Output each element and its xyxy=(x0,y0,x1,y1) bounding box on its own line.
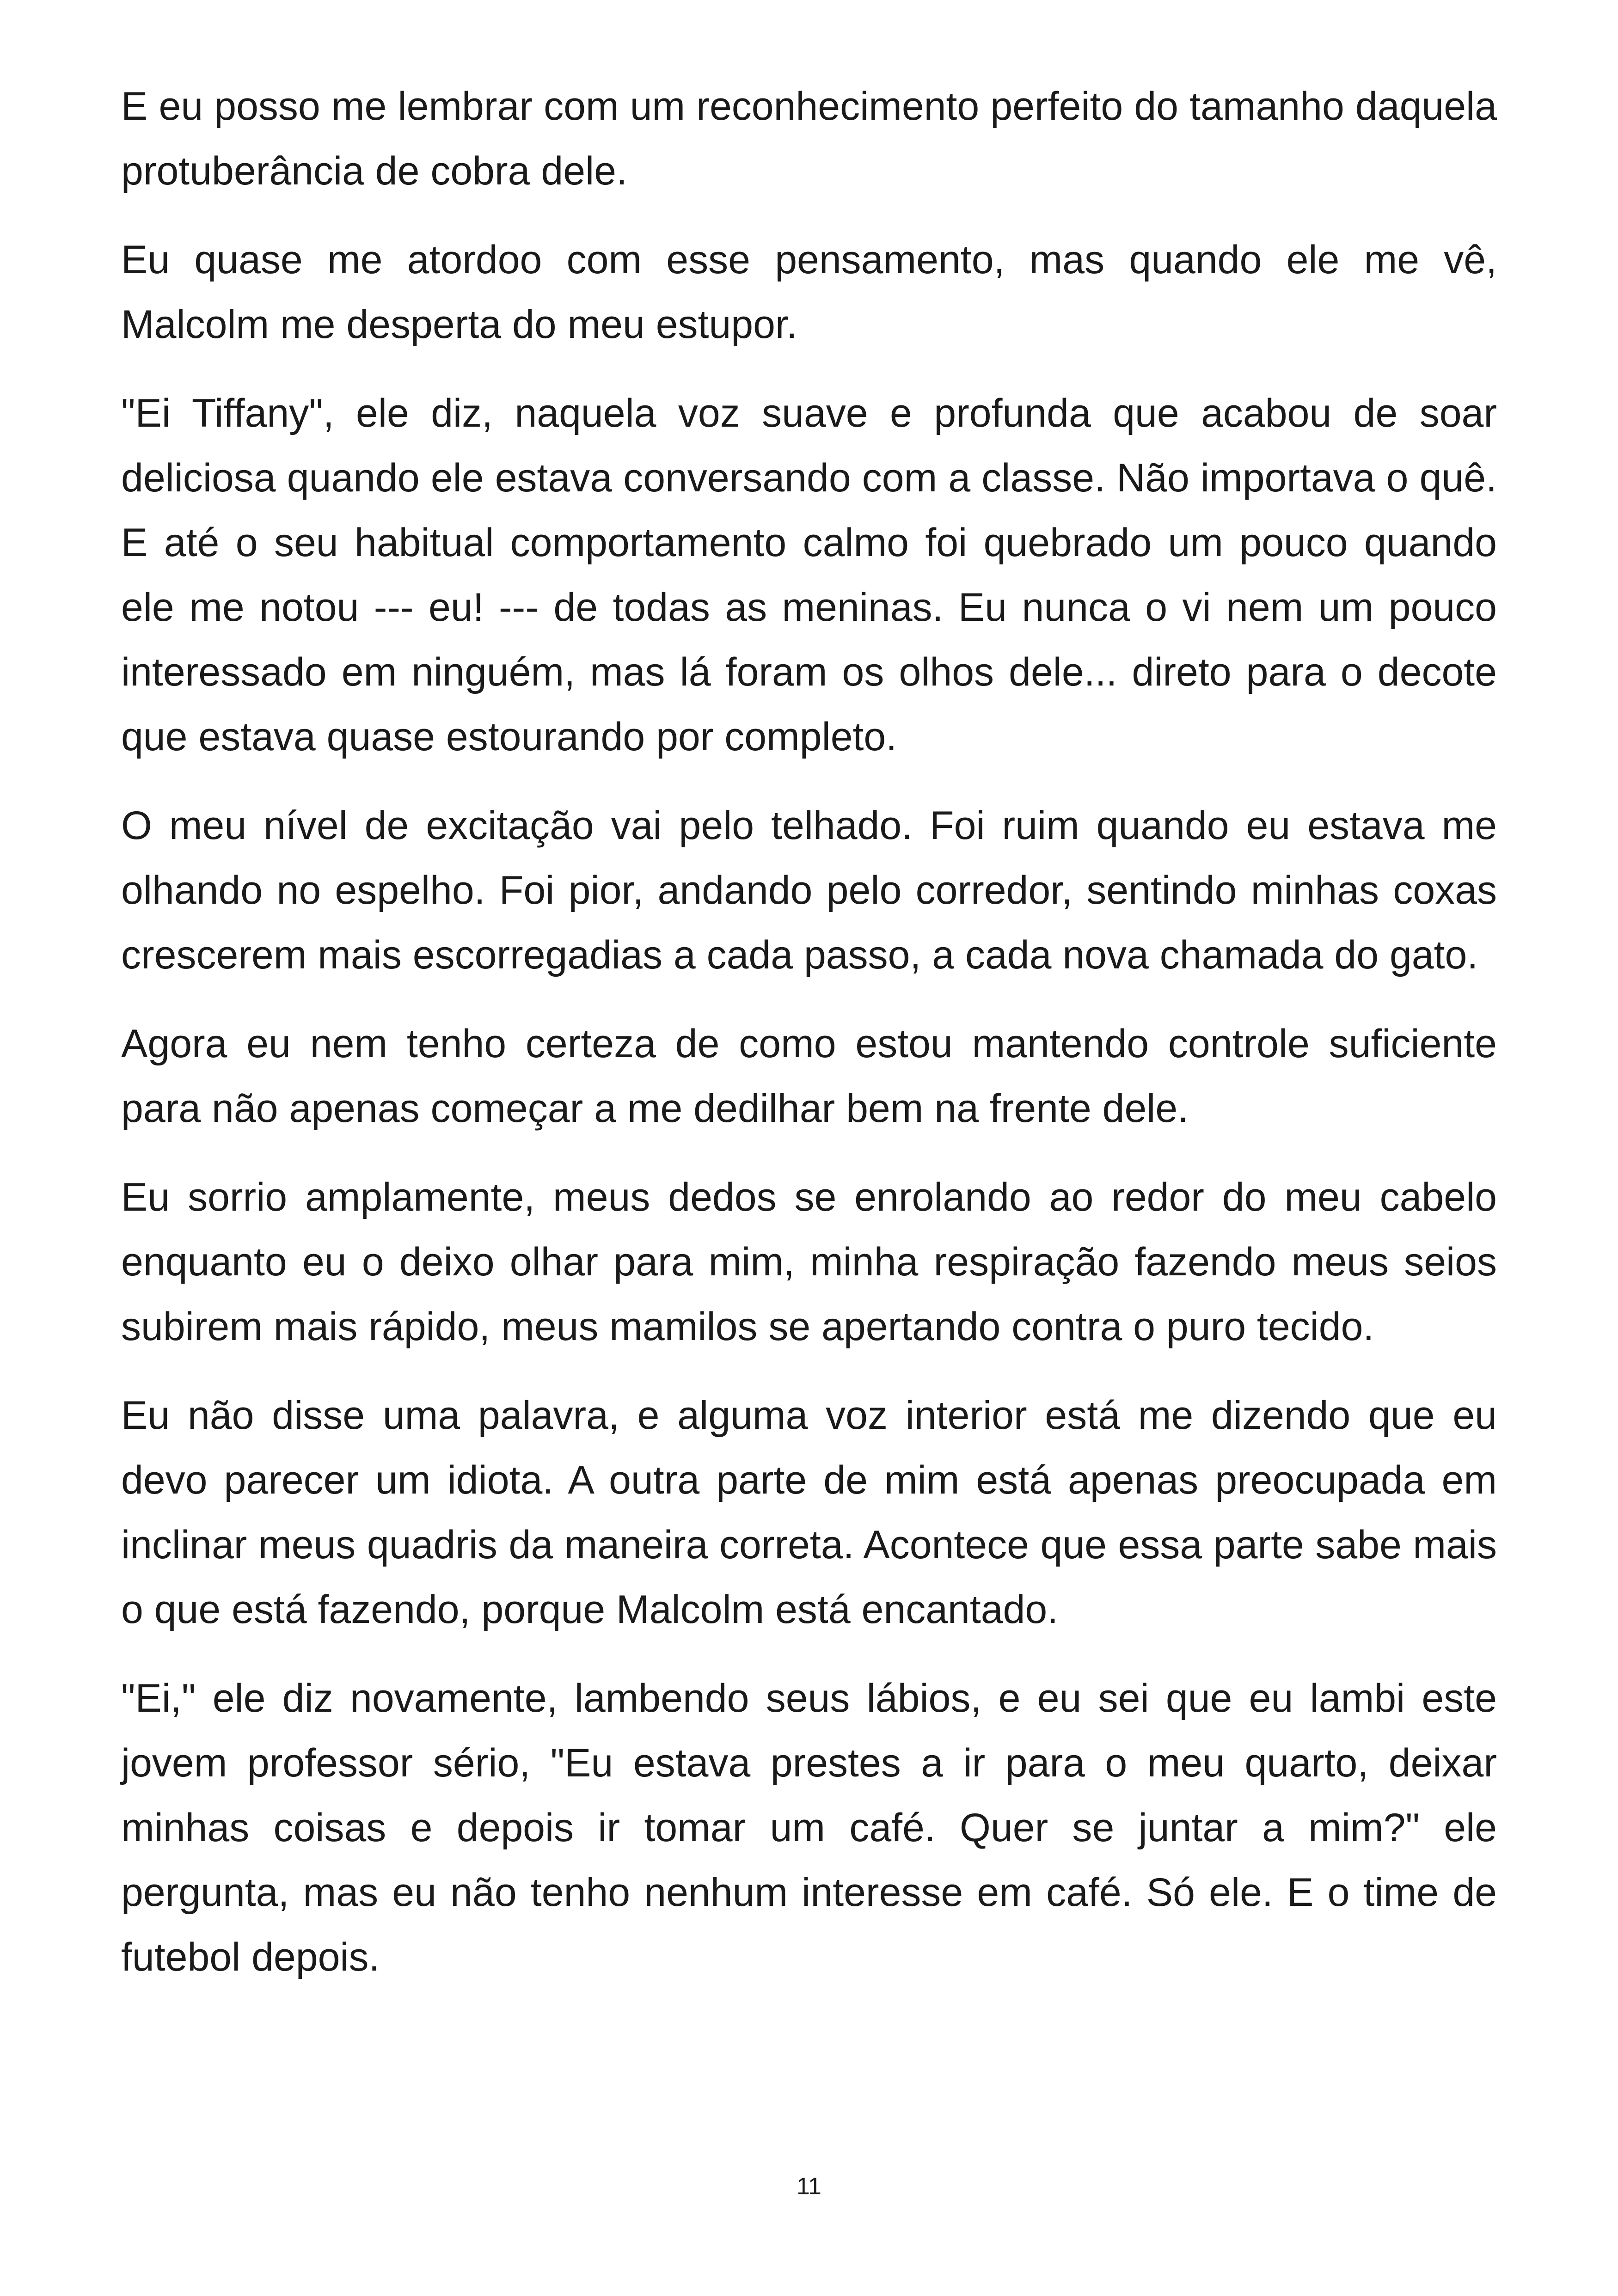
paragraph-1: E eu posso me lembrar com um reconhecimento perfeito do tamanho daquela protuberância de cobra dele. xyxy=(121,84,1497,193)
paragraph-2: Eu quase me atordoo com esse pensamento, mas quando ele me vê, Malcolm me desperta do meu estupor. xyxy=(121,238,1497,347)
paragraph-4: O meu nível de excitação vai pelo telhado. Foi ruim quando eu estava me olhando no espelho. Foi pior, andando pelo corredor, sentindo minhas coxas crescerem mais escorregadias a cada passo, a cada nova chamada do gato. xyxy=(121,803,1497,977)
paragraph-5: Agora eu nem tenho certeza de como estou mantendo controle suficiente para não apenas começar a me dedilhar bem na frente dele. xyxy=(121,1022,1497,1131)
paragraph-6: Eu sorrio amplamente, meus dedos se enrolando ao redor do meu cabelo enquanto eu o deixo olhar para mim, minha respiração fazendo meus seios subirem mais rápido, meus mamilos se apertando contra o puro tecido. xyxy=(121,1175,1497,1349)
paragraph-7: Eu não disse uma palavra, e alguma voz interior está me dizendo que eu devo parecer um idiota. A outra parte de mim está apenas preocupada em inclinar meus quadris da maneira correta. Acontece que essa parte sabe mais o que está fazendo, porque Malcolm está encantado. xyxy=(121,1393,1497,1632)
paragraph-3: "Ei Tiffany", ele diz, naquela voz suave e profunda que acabou de soar deliciosa quando ele estava conversando com a classe. Não importava o quê. E até o seu habitual comportamento calmo foi quebrado um pouco quando ele me notou --- eu! --- de todas as meninas. Eu nunca o vi nem um pouco interessado em ninguém, mas lá foram os olhos dele... direto para o decote que estava quase estourando por completo. xyxy=(121,391,1497,759)
body-text xyxy=(121,74,1497,2014)
paragraph-8: "Ei," ele diz novamente, lambendo seus lábios, e eu sei que eu lambi este jovem professor sério, "Eu estava prestes a ir para o meu quarto, deixar minhas coisas e depois ir tomar um café. Quer se juntar a mim?" ele pergunta, mas eu não tenho nenhum interesse em café. Só ele. E o time de futebol depois. xyxy=(121,1676,1497,1979)
page-number: 11 xyxy=(797,2173,821,2200)
